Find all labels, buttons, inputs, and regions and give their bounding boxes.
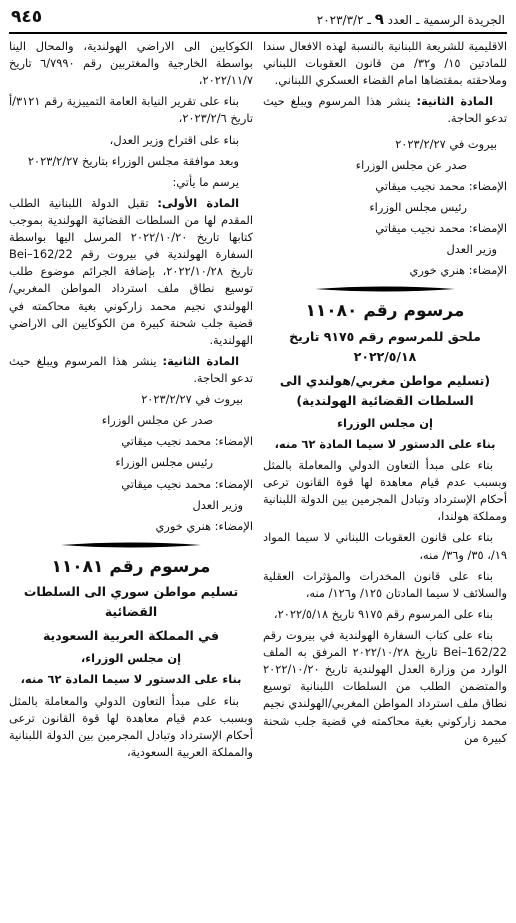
article-text: تقبل الدولة اللبنانية الطلب المقدم لها من السلطات القضائية الهولندية بموجب كتابها تاريخ ٢٠٢٢/١٠/٢٠ المرسل اليها بواسطة السفارة الهولندية في بيروت رقم Bei–162/22 تاريخ ٢٠٢٢/١٠/٢٨، بإضافة الجرائم موضوع طلب توسيع نطاق ملف استرداد المواطن المغربي/الهولندي نجيم محمد زاركوني بغية محاكمته في قضية جلب شحنة كبيرة من الكوكايين الى الاراضي الهولندية. (9, 195, 253, 347)
decree-subtitle: في المملكة العربية السعودية (42, 628, 220, 644)
right-column (263, 38, 507, 918)
place-date: بيروت في ٢٠٢٣/٢/٢٧ (141, 392, 243, 407)
signature: الإمضاء: محمد نجيب ميقاتي (375, 178, 507, 193)
paragraph: بناء على مبدأ التعاون الدولي والمعاملة بالمثل وبسبب عدم قيام معاهدة لها قوة القانون ترعى أحكام الإسترداد وتبادل المجرمين بين الدولة اللبنانية ومملكة هولندا، (263, 458, 507, 524)
minister-title: وزير العدل (446, 242, 497, 257)
pm-title: رئيس مجلس الوزراء (115, 455, 213, 470)
decree-subtitle: ملحق للمرسوم رقم ٩١٧٥ تاريخ ٢٠٢٢/٥/١٨ (289, 328, 481, 364)
paragraph: بناء على تقرير النيابة العامة التمييزية رقم ٣١٢١/أ تاريخ ٢٠٢٣/٢/٦، (9, 94, 253, 126)
minister-title: وزير العدل (192, 497, 243, 512)
article-label: المادة الأولى: (157, 195, 240, 210)
article-label: المادة الثانية: (162, 353, 239, 368)
paragraph: بناء على اقتراح وزير العدل، (109, 132, 239, 147)
decree-title: مرسوم رقم ١١٠٨١ (51, 556, 211, 577)
paragraph: بناء على قانون العقوبات اللبناني لا سيما المواد ١٩/، ٣٥/ و٣٦/ منه، (263, 530, 507, 562)
council-heading: إن مجلس الوزراء، (80, 651, 182, 666)
article-2 (263, 93, 507, 127)
section-divider (9, 541, 253, 549)
section-divider (263, 285, 507, 293)
decree-subtitle: (تسليم مواطن مغربي/هولندي الى السلطات القضائية الهولندية) (279, 372, 491, 408)
left-column (9, 38, 253, 918)
journal-header (317, 8, 505, 31)
article-1 (9, 195, 253, 349)
paragraph: بناء على كتاب السفارة الهولندية في بيروت رقم Bei–162/22 تاريخ ٢٠٢٢/١٠/٢٨ المرفق به الملف الوارد من وزارة العدل الهولندية تاريخ ٢٠٢٢/١٠/٢٠ والمتضمن الطلب من السلطات اللبنانية توسيع نطاق ملف استرداد المواطن المغربي/الهولندي نجيم محمد زاركوني بغية محاكمته في قضية جلب شحنة كبيرة من (263, 628, 507, 745)
signature: الإمضاء: هنري خوري (409, 263, 507, 278)
article-text: ينشر هذا المرسوم ويبلغ حيث تدعو الحاجة. (263, 94, 507, 126)
columns (9, 38, 507, 918)
place-date: بيروت في ٢٠٢٣/٢/٢٧ (395, 136, 497, 151)
issued-by: صدر عن مجلس الوزراء (355, 157, 467, 172)
paragraph: وبعد موافقة مجلس الوزراء بتاريخ ٢٠٢٣/٢/٢٧ (27, 153, 239, 168)
constitution-clause: بناء على الدستور لا سيما المادة ٦٢ منه، (274, 436, 496, 451)
issue-date: ـ ٢٠٢٣/٣/٢ (316, 12, 371, 27)
constitution-clause: بناء على الدستور لا سيما المادة ٦٢ منه، (20, 672, 242, 687)
pm-title: رئيس مجلس الوزراء (369, 199, 467, 214)
paragraph: بناء على المرسوم رقم ٩١٧٥ تاريخ ٢٠٢٢/٥/١٨، (273, 606, 493, 621)
signature: الإمضاء: محمد نجيب ميقاتي (375, 220, 507, 235)
signature: الإمضاء: محمد نجيب ميقاتي (121, 434, 253, 449)
issued-by: صدر عن مجلس الوزراء (101, 413, 213, 428)
article-2 (9, 353, 253, 387)
decree-subtitle: تسليم مواطن سوري الى السلطات القضائية (23, 584, 239, 620)
paragraph: الاقليمية للشريعة اللبنانية بالنسبة لهذه الافعال سندا للمادتين ١٥/ و٣٢/ من قانون العقوبات اللبناني وملاحقته بمقتضاها امام القضاء العسكري اللبناني. (263, 39, 507, 88)
header-rule (9, 32, 507, 34)
decree-title: مرسوم رقم ١١٠٨٠ (305, 301, 465, 322)
paragraph: الكوكايين الى الاراضي الهولندية، والمحال الينا بواسطة الخارجية والمغتربين رقم ٦/٧٩٩٠ تاريخ ٢٠٢٢/١١/٧، (9, 39, 253, 88)
journal-name: الجريدة الرسمية ـ العدد (387, 12, 505, 27)
council-heading: إن مجلس الوزراء (337, 415, 433, 430)
signature: الإمضاء: هنري خوري (155, 518, 253, 533)
signature: الإمضاء: محمد نجيب ميقاتي (121, 476, 253, 491)
decrees-clause: يرسم ما يأتي: (172, 174, 239, 189)
page-number: ٩٤٥ (11, 6, 43, 27)
paragraph: بناء على مبدأ التعاون الدولي والمعاملة بالمثل وبسبب عدم قيام معاهدة لها قوة القانون ترعى أحكام الإسترداد وتبادل المجرمين بين الدولة اللبنانية والمملكة العربية السعودية، (9, 693, 253, 759)
article-text: ينشر هذا المرسوم ويبلغ حيث تدعو الحاجة. (9, 353, 253, 385)
issue-number: ٩ (374, 9, 384, 28)
page-header (9, 6, 507, 30)
paragraph: بناء على قانون المخدرات والمؤثرات العقلية والسلائف لا سيما المادتان ١٢٥/ و١٢٦/ منه، (263, 568, 507, 600)
article-label: المادة الثانية: (416, 94, 493, 109)
